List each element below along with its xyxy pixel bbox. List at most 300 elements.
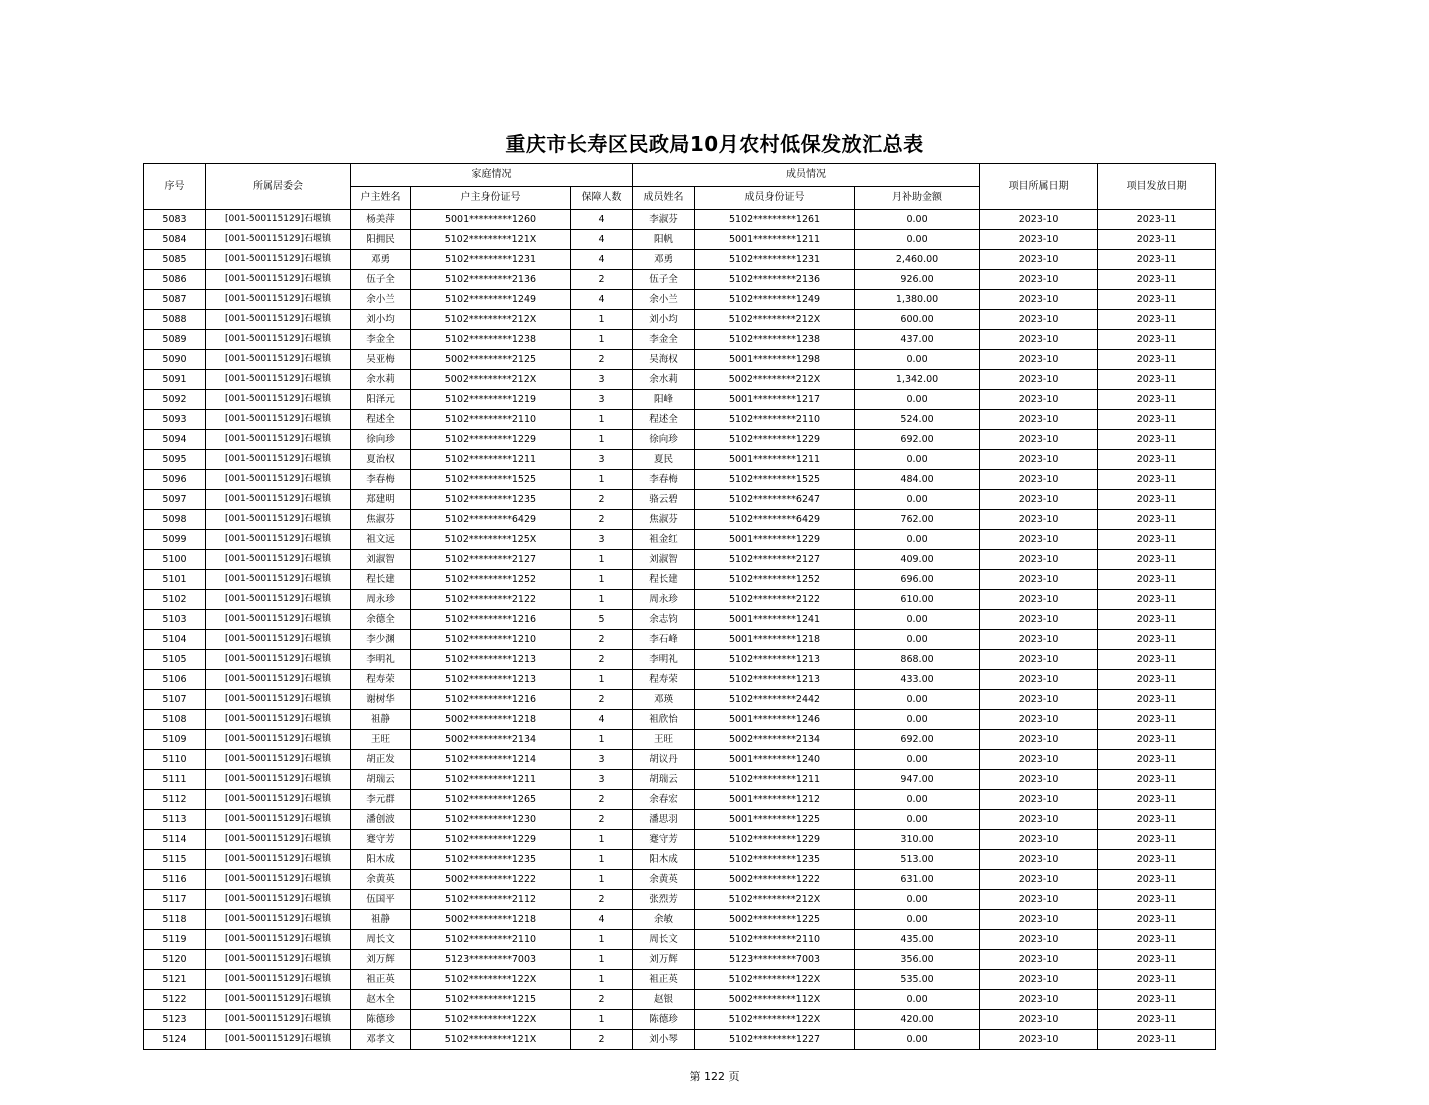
cell-host-name: 夏治权: [351, 450, 411, 470]
cell-seq: 5103: [144, 610, 206, 630]
cell-community: [001-500115129]石堰镇: [206, 750, 351, 770]
cell-member-name: 伍子全: [633, 270, 695, 290]
header-project-month: 项目所属日期: [980, 164, 1098, 210]
cell-member-id: 5001*********1211: [695, 450, 855, 470]
cell-amount: 0.00: [855, 710, 980, 730]
cell-count: 3: [571, 750, 633, 770]
cell-community: [001-500115129]石堰镇: [206, 430, 351, 450]
cell-host-id: 5102*********1211: [411, 450, 571, 470]
cell-member-name: 余春宏: [633, 790, 695, 810]
cell-seq: 5113: [144, 810, 206, 830]
cell-host-id: 5102*********1214: [411, 750, 571, 770]
cell-host-name: 刘万辉: [351, 950, 411, 970]
cell-member-name: 刘小均: [633, 310, 695, 330]
header-seq: 序号: [144, 164, 206, 210]
cell-host-name: 李明礼: [351, 650, 411, 670]
cell-community: [001-500115129]石堰镇: [206, 1030, 351, 1050]
cell-count: 3: [571, 530, 633, 550]
cell-seq: 5108: [144, 710, 206, 730]
cell-host-name: 阳拥民: [351, 230, 411, 250]
cell-host-name: 刘淑智: [351, 550, 411, 570]
cell-seq: 5112: [144, 790, 206, 810]
cell-seq: 5120: [144, 950, 206, 970]
cell-host-name: 潘创波: [351, 810, 411, 830]
cell-issue-date: 2023-11: [1098, 350, 1216, 370]
header-host-name: 户主姓名: [351, 187, 411, 210]
cell-member-name: 吴海权: [633, 350, 695, 370]
cell-issue-date: 2023-11: [1098, 210, 1216, 230]
cell-host-name: 李金全: [351, 330, 411, 350]
cell-issue-date: 2023-11: [1098, 830, 1216, 850]
cell-member-id: 5102*********2110: [695, 930, 855, 950]
cell-host-name: 余德全: [351, 610, 411, 630]
cell-seq: 5117: [144, 890, 206, 910]
cell-amount: 435.00: [855, 930, 980, 950]
cell-member-id: 5102*********2110: [695, 410, 855, 430]
cell-project-month: 2023-10: [980, 810, 1098, 830]
cell-seq: 5116: [144, 870, 206, 890]
cell-seq: 5105: [144, 650, 206, 670]
cell-host-id: 5102*********1215: [411, 990, 571, 1010]
cell-member-name: 骆云碧: [633, 490, 695, 510]
cell-amount: 868.00: [855, 650, 980, 670]
cell-project-month: 2023-10: [980, 730, 1098, 750]
cell-host-name: 周长文: [351, 930, 411, 950]
cell-host-name: 程长建: [351, 570, 411, 590]
cell-community: [001-500115129]石堰镇: [206, 790, 351, 810]
cell-member-id: 5102*********1231: [695, 250, 855, 270]
cell-count: 2: [571, 350, 633, 370]
cell-seq: 5114: [144, 830, 206, 850]
cell-host-id: 5002*********212X: [411, 370, 571, 390]
table-row: [144, 250, 1216, 270]
table-row: [144, 570, 1216, 590]
cell-project-month: 2023-10: [980, 870, 1098, 890]
cell-member-name: 程述全: [633, 410, 695, 430]
cell-community: [001-500115129]石堰镇: [206, 930, 351, 950]
cell-issue-date: 2023-11: [1098, 490, 1216, 510]
cell-member-id: 5102*********2136: [695, 270, 855, 290]
cell-count: 4: [571, 910, 633, 930]
cell-member-id: 5001*********1217: [695, 390, 855, 410]
cell-host-name: 谢树华: [351, 690, 411, 710]
cell-member-id: 5001*********1212: [695, 790, 855, 810]
cell-host-id: 5102*********1230: [411, 810, 571, 830]
cell-project-month: 2023-10: [980, 290, 1098, 310]
cell-member-name: 周长文: [633, 930, 695, 950]
cell-community: [001-500115129]石堰镇: [206, 490, 351, 510]
cell-member-name: 余水莉: [633, 370, 695, 390]
header-host-id: 户主身份证号: [411, 187, 571, 210]
cell-host-id: 5102*********1265: [411, 790, 571, 810]
cell-amount: 0.00: [855, 530, 980, 550]
cell-community: [001-500115129]石堰镇: [206, 630, 351, 650]
cell-community: [001-500115129]石堰镇: [206, 950, 351, 970]
cell-seq: 5123: [144, 1010, 206, 1030]
cell-host-id: 5102*********1213: [411, 650, 571, 670]
cell-host-id: 5002*********2125: [411, 350, 571, 370]
cell-amount: 0.00: [855, 630, 980, 650]
cell-host-id: 5102*********2136: [411, 270, 571, 290]
table-header-row-group: [144, 164, 1216, 187]
cell-host-id: 5102*********121X: [411, 230, 571, 250]
cell-host-name: 程寿荣: [351, 670, 411, 690]
cell-member-id: 5001*********1218: [695, 630, 855, 650]
cell-community: [001-500115129]石堰镇: [206, 510, 351, 530]
cell-host-id: 5002*********2134: [411, 730, 571, 750]
cell-issue-date: 2023-11: [1098, 330, 1216, 350]
cell-count: 1: [571, 830, 633, 850]
cell-host-name: 郑建明: [351, 490, 411, 510]
cell-count: 1: [571, 930, 633, 950]
cell-seq: 5111: [144, 770, 206, 790]
cell-project-month: 2023-10: [980, 850, 1098, 870]
cell-host-name: 祖静: [351, 910, 411, 930]
cell-member-name: 李明礼: [633, 650, 695, 670]
cell-project-month: 2023-10: [980, 890, 1098, 910]
cell-count: 2: [571, 650, 633, 670]
cell-project-month: 2023-10: [980, 390, 1098, 410]
table-row: [144, 270, 1216, 290]
cell-seq: 5099: [144, 530, 206, 550]
cell-count: 2: [571, 690, 633, 710]
cell-host-id: 5102*********1235: [411, 850, 571, 870]
cell-host-id: 5001*********1260: [411, 210, 571, 230]
cell-member-id: 5001*********1246: [695, 710, 855, 730]
cell-seq: 5098: [144, 510, 206, 530]
table-row: [144, 1030, 1216, 1050]
cell-host-id: 5102*********1231: [411, 250, 571, 270]
table-row: [144, 790, 1216, 810]
cell-host-name: 赵木全: [351, 990, 411, 1010]
cell-project-month: 2023-10: [980, 1030, 1098, 1050]
cell-member-id: 5001*********1225: [695, 810, 855, 830]
cell-issue-date: 2023-11: [1098, 390, 1216, 410]
table-row: [144, 710, 1216, 730]
cell-host-id: 5102*********1216: [411, 610, 571, 630]
table-row: [144, 990, 1216, 1010]
cell-amount: 356.00: [855, 950, 980, 970]
cell-amount: 0.00: [855, 750, 980, 770]
cell-host-name: 李少渊: [351, 630, 411, 650]
cell-issue-date: 2023-11: [1098, 850, 1216, 870]
cell-seq: 5110: [144, 750, 206, 770]
table-row: [144, 610, 1216, 630]
cell-member-id: 5102*********1213: [695, 670, 855, 690]
cell-seq: 5090: [144, 350, 206, 370]
cell-community: [001-500115129]石堰镇: [206, 590, 351, 610]
cell-project-month: 2023-10: [980, 350, 1098, 370]
cell-member-name: 阳帆: [633, 230, 695, 250]
table-row: [144, 430, 1216, 450]
cell-host-id: 5002*********1218: [411, 910, 571, 930]
cell-issue-date: 2023-11: [1098, 310, 1216, 330]
cell-community: [001-500115129]石堰镇: [206, 650, 351, 670]
cell-project-month: 2023-10: [980, 550, 1098, 570]
cell-amount: 2,460.00: [855, 250, 980, 270]
cell-issue-date: 2023-11: [1098, 710, 1216, 730]
cell-issue-date: 2023-11: [1098, 670, 1216, 690]
cell-member-id: 5123*********7003: [695, 950, 855, 970]
cell-member-id: 5102*********1249: [695, 290, 855, 310]
cell-project-month: 2023-10: [980, 970, 1098, 990]
cell-count: 3: [571, 770, 633, 790]
cell-issue-date: 2023-11: [1098, 650, 1216, 670]
cell-community: [001-500115129]石堰镇: [206, 470, 351, 490]
cell-host-name: 李元群: [351, 790, 411, 810]
cell-seq: 5095: [144, 450, 206, 470]
cell-amount: 535.00: [855, 970, 980, 990]
cell-project-month: 2023-10: [980, 830, 1098, 850]
cell-seq: 5094: [144, 430, 206, 450]
cell-count: 1: [571, 330, 633, 350]
cell-issue-date: 2023-11: [1098, 750, 1216, 770]
cell-member-id: 5102*********212X: [695, 890, 855, 910]
cell-member-name: 李石峰: [633, 630, 695, 650]
cell-host-name: 胡正发: [351, 750, 411, 770]
cell-member-id: 5001*********1298: [695, 350, 855, 370]
cell-seq: 5084: [144, 230, 206, 250]
cell-community: [001-500115129]石堰镇: [206, 610, 351, 630]
table-row: [144, 750, 1216, 770]
cell-amount: 692.00: [855, 730, 980, 750]
table-row: [144, 510, 1216, 530]
page-number-footer: 第 122 页: [689, 1070, 740, 1083]
cell-community: [001-500115129]石堰镇: [206, 830, 351, 850]
cell-count: 1: [571, 430, 633, 450]
cell-community: [001-500115129]石堰镇: [206, 970, 351, 990]
cell-host-name: 伍子全: [351, 270, 411, 290]
cell-member-id: 5102*********122X: [695, 970, 855, 990]
cell-host-name: 胡瑞云: [351, 770, 411, 790]
cell-count: 2: [571, 510, 633, 530]
cell-host-id: 5102*********1235: [411, 490, 571, 510]
cell-project-month: 2023-10: [980, 690, 1098, 710]
cell-community: [001-500115129]石堰镇: [206, 270, 351, 290]
cell-count: 2: [571, 490, 633, 510]
cell-community: [001-500115129]石堰镇: [206, 730, 351, 750]
cell-issue-date: 2023-11: [1098, 270, 1216, 290]
cell-community: [001-500115129]石堰镇: [206, 910, 351, 930]
cell-project-month: 2023-10: [980, 930, 1098, 950]
cell-project-month: 2023-10: [980, 270, 1098, 290]
cell-member-id: 5102*********212X: [695, 310, 855, 330]
cell-seq: 5107: [144, 690, 206, 710]
cell-host-id: 5102*********2110: [411, 410, 571, 430]
cell-project-month: 2023-10: [980, 990, 1098, 1010]
cell-host-name: 余小兰: [351, 290, 411, 310]
cell-host-id: 5102*********121X: [411, 1030, 571, 1050]
page-title: 重庆市长寿区民政局10月农村低保发放汇总表: [505, 132, 924, 156]
cell-host-id: 5102*********1210: [411, 630, 571, 650]
cell-host-name: 吴亚梅: [351, 350, 411, 370]
cell-member-id: 5102*********1235: [695, 850, 855, 870]
cell-member-id: 5102*********6429: [695, 510, 855, 530]
cell-seq: 5088: [144, 310, 206, 330]
cell-count: 5: [571, 610, 633, 630]
cell-issue-date: 2023-11: [1098, 890, 1216, 910]
cell-project-month: 2023-10: [980, 250, 1098, 270]
cell-community: [001-500115129]石堰镇: [206, 570, 351, 590]
cell-count: 2: [571, 1030, 633, 1050]
table-header: [144, 164, 1216, 210]
cell-amount: 631.00: [855, 870, 980, 890]
cell-host-name: 徐向珍: [351, 430, 411, 450]
cell-member-name: 蹇守芳: [633, 830, 695, 850]
cell-amount: 692.00: [855, 430, 980, 450]
cell-amount: 0.00: [855, 490, 980, 510]
cell-project-month: 2023-10: [980, 710, 1098, 730]
cell-member-id: 5102*********1213: [695, 650, 855, 670]
cell-amount: 433.00: [855, 670, 980, 690]
cell-project-month: 2023-10: [980, 470, 1098, 490]
cell-amount: 0.00: [855, 390, 980, 410]
cell-amount: 600.00: [855, 310, 980, 330]
cell-amount: 762.00: [855, 510, 980, 530]
cell-member-id: 5002*********1225: [695, 910, 855, 930]
cell-member-name: 徐向珍: [633, 430, 695, 450]
cell-issue-date: 2023-11: [1098, 290, 1216, 310]
cell-project-month: 2023-10: [980, 230, 1098, 250]
table-row: [144, 590, 1216, 610]
cell-member-name: 程长建: [633, 570, 695, 590]
cell-host-name: 程述全: [351, 410, 411, 430]
cell-host-id: 5102*********2127: [411, 550, 571, 570]
cell-project-month: 2023-10: [980, 430, 1098, 450]
cell-community: [001-500115129]石堰镇: [206, 350, 351, 370]
cell-host-name: 邓孝文: [351, 1030, 411, 1050]
cell-issue-date: 2023-11: [1098, 530, 1216, 550]
cell-project-month: 2023-10: [980, 670, 1098, 690]
cell-community: [001-500115129]石堰镇: [206, 450, 351, 470]
cell-host-id: 5102*********1213: [411, 670, 571, 690]
cell-member-id: 5102*********2122: [695, 590, 855, 610]
cell-host-id: 5102*********1252: [411, 570, 571, 590]
cell-member-id: 5102*********1252: [695, 570, 855, 590]
cell-host-name: 祖正英: [351, 970, 411, 990]
table-row: [144, 690, 1216, 710]
table-row: [144, 850, 1216, 870]
cell-community: [001-500115129]石堰镇: [206, 310, 351, 330]
cell-amount: 0.00: [855, 350, 980, 370]
cell-count: 1: [571, 970, 633, 990]
cell-count: 1: [571, 550, 633, 570]
cell-host-name: 阳木成: [351, 850, 411, 870]
header-member-group: 成员情况: [633, 164, 980, 187]
table-row: [144, 530, 1216, 550]
cell-seq: 5087: [144, 290, 206, 310]
header-amount: 月补助金额: [855, 187, 980, 210]
table-row: [144, 870, 1216, 890]
table-row: [144, 450, 1216, 470]
cell-issue-date: 2023-11: [1098, 630, 1216, 650]
cell-host-name: 王旺: [351, 730, 411, 750]
cell-host-id: 5102*********2122: [411, 590, 571, 610]
table-row: [144, 290, 1216, 310]
cell-seq: 5100: [144, 550, 206, 570]
cell-count: 4: [571, 210, 633, 230]
cell-member-name: 余小兰: [633, 290, 695, 310]
cell-host-id: 5102*********2110: [411, 930, 571, 950]
cell-host-id: 5102*********6429: [411, 510, 571, 530]
cell-host-id: 5102*********1249: [411, 290, 571, 310]
cell-member-name: 刘万辉: [633, 950, 695, 970]
cell-count: 1: [571, 1010, 633, 1030]
cell-count: 3: [571, 370, 633, 390]
cell-member-name: 余黄英: [633, 870, 695, 890]
cell-issue-date: 2023-11: [1098, 870, 1216, 890]
cell-seq: 5085: [144, 250, 206, 270]
cell-issue-date: 2023-11: [1098, 790, 1216, 810]
cell-amount: 0.00: [855, 1030, 980, 1050]
table-row: [144, 410, 1216, 430]
cell-community: [001-500115129]石堰镇: [206, 530, 351, 550]
table-row: [144, 330, 1216, 350]
cell-seq: 5115: [144, 850, 206, 870]
cell-amount: 524.00: [855, 410, 980, 430]
cell-amount: 420.00: [855, 1010, 980, 1030]
cell-issue-date: 2023-11: [1098, 410, 1216, 430]
cell-seq: 5104: [144, 630, 206, 650]
table-row: [144, 910, 1216, 930]
cell-member-id: 5102*********2127: [695, 550, 855, 570]
cell-project-month: 2023-10: [980, 630, 1098, 650]
cell-count: 2: [571, 630, 633, 650]
cell-member-name: 焦淑芬: [633, 510, 695, 530]
cell-member-name: 刘淑智: [633, 550, 695, 570]
cell-project-month: 2023-10: [980, 370, 1098, 390]
cell-member-id: 5102*********1211: [695, 770, 855, 790]
cell-seq: 5097: [144, 490, 206, 510]
header-member-id: 成员身份证号: [695, 187, 855, 210]
cell-amount: 409.00: [855, 550, 980, 570]
cell-count: 3: [571, 450, 633, 470]
cell-project-month: 2023-10: [980, 910, 1098, 930]
cell-amount: 610.00: [855, 590, 980, 610]
cell-count: 1: [571, 730, 633, 750]
cell-count: 2: [571, 890, 633, 910]
cell-community: [001-500115129]石堰镇: [206, 550, 351, 570]
cell-issue-date: 2023-11: [1098, 610, 1216, 630]
table-row: [144, 490, 1216, 510]
cell-amount: 437.00: [855, 330, 980, 350]
cell-host-id: 5102*********125X: [411, 530, 571, 550]
cell-project-month: 2023-10: [980, 570, 1098, 590]
cell-project-month: 2023-10: [980, 210, 1098, 230]
cell-count: 1: [571, 670, 633, 690]
cell-host-id: 5102*********1211: [411, 770, 571, 790]
cell-issue-date: 2023-11: [1098, 550, 1216, 570]
cell-member-name: 张烈芳: [633, 890, 695, 910]
cell-member-id: 5102*********1227: [695, 1030, 855, 1050]
cell-host-name: 邓勇: [351, 250, 411, 270]
cell-seq: 5086: [144, 270, 206, 290]
table-row: [144, 730, 1216, 750]
cell-member-name: 余志钧: [633, 610, 695, 630]
cell-project-month: 2023-10: [980, 490, 1098, 510]
cell-host-id: 5102*********2112: [411, 890, 571, 910]
cell-member-id: 5002*********1222: [695, 870, 855, 890]
table-row: [144, 670, 1216, 690]
cell-member-name: 程寿荣: [633, 670, 695, 690]
cell-issue-date: 2023-11: [1098, 990, 1216, 1010]
cell-member-id: 5102*********1261: [695, 210, 855, 230]
cell-member-name: 邓瑛: [633, 690, 695, 710]
cell-issue-date: 2023-11: [1098, 570, 1216, 590]
cell-count: 2: [571, 990, 633, 1010]
cell-amount: 310.00: [855, 830, 980, 850]
cell-project-month: 2023-10: [980, 750, 1098, 770]
